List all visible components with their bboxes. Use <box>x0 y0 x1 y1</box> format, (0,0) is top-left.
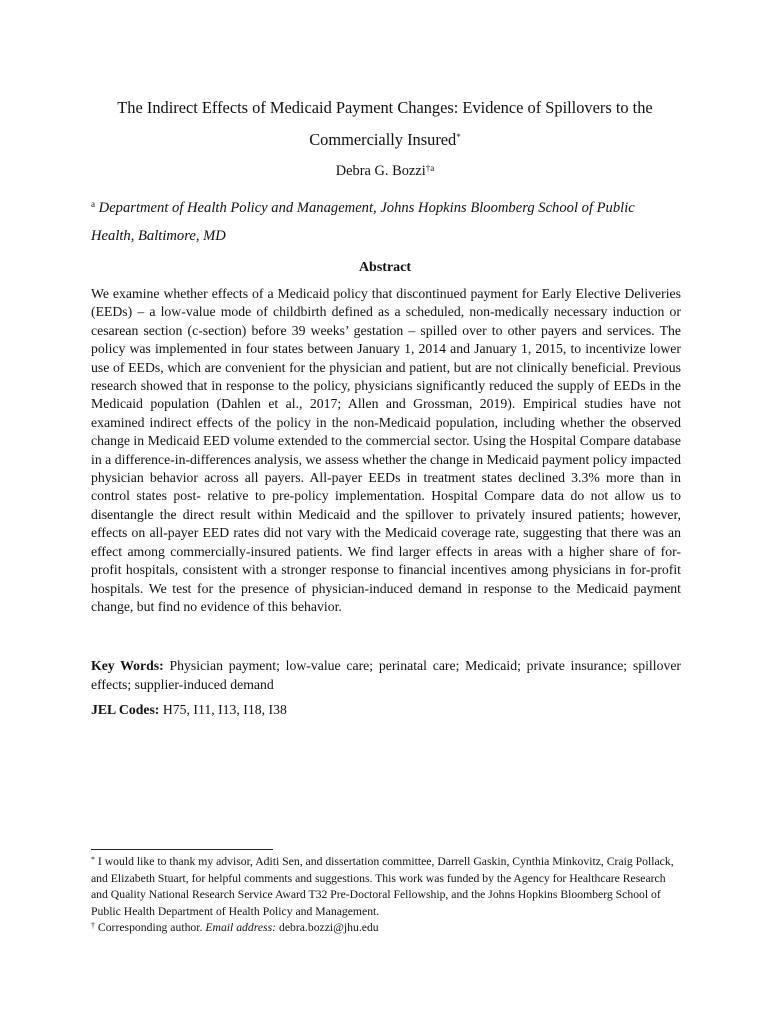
keywords-text: Physician payment; low-value care; perinatal care; Medicaid; private insurance; spillover effects; supplier-induced demand <box>91 658 681 692</box>
keywords <box>91 656 681 694</box>
footnote-acknowledgements <box>91 854 683 920</box>
author-email: debra.bozzi@jhu.edu <box>278 920 379 934</box>
title-line-2: Commercially Insured <box>309 130 457 149</box>
footnotes <box>91 854 683 937</box>
footnote-1-text: I would like to thank my advisor, Aditi Sen, and dissertation committee, Darrell Gaskin, Cynthia Minkovitz, Craig Pollack, and Elizabeth Stuart, for helpful comments and suggestions. This work was funded by the Agency for Healthcare Research and Quality National Research Service Award T32 Pre-Doctoral Fellowship, and the Johns Hopkins Bloomberg School of Public Health Department of Health Policy and Management. <box>91 855 674 918</box>
affiliation <box>91 195 691 250</box>
email-label: Email address: <box>205 920 277 934</box>
jel-label: JEL Codes: <box>91 702 160 717</box>
jel-codes <box>91 702 681 718</box>
affiliation-mark: a <box>91 199 95 209</box>
title-footnote-mark: * <box>456 132 461 142</box>
footnote-divider <box>91 849 273 850</box>
author-marks: †a <box>425 163 435 173</box>
keywords-label: Key Words: <box>91 658 164 673</box>
author-name: Debra G. Bozzi <box>335 163 426 179</box>
jel-text: H75, I11, I13, I18, I38 <box>162 702 287 717</box>
title-line-1: The Indirect Effects of Medicaid Payment Changes: Evidence of Spillovers to the <box>117 98 653 117</box>
affiliation-line-1: Department of Health Policy and Management, Johns Hopkins Bloomberg School of Public <box>98 200 635 216</box>
footnote-2-text: Corresponding author. <box>97 920 203 934</box>
affiliation-line-2: Health, Baltimore, MD <box>91 228 226 244</box>
footnote-1-mark: * <box>91 855 95 864</box>
footnote-corresponding-author <box>91 920 683 937</box>
footnote-2-mark: † <box>91 920 95 930</box>
paper-title <box>60 92 710 158</box>
abstract-heading: Abstract <box>358 260 412 275</box>
abstract-text: We examine whether effects of a Medicaid policy that discontinued payment for Early Elective Deliveries (EEDs) – a low-value mode of childbirth defined as a scheduled, non-medically necessary induction or cesarean section (c-section) before 39 weeks’ gestation – spilled over to other payers and services. The policy was implemented in four states between January 1, 2014 and January 1, 2015, to incentivize lower use of EEDs, which are convenient for the physician and patient, but are not clinically beneficial. Previous research showed that in response to the policy, physicians significantly reduced the supply of EEDs in the Medicaid population (Dahlen et al., 2017; Allen and Grossman, 2019). Empirical studies have not examined indirect effects of the policy in the non-Medicaid population, including whether the observed change in Medicaid EED volume extended to the commercial sector. Using the Hospital Compare database in a difference-in-differences analysis, we assess whether the change in Medicaid payment policy impacted physician behavior across all payers. All-payer EEDs in treatment states declined 3.3% more than in control states post- relative to pre-policy implementation. Hospital Compare data do not allow us to disentangle the direct result within Medicaid and the spillover to privately insured patients; however, effects on all-payer EED rates did not vary with the Medicaid coverage rate, suggesting that there was an effect among commercially-insured patients. We find larger effects in areas with a higher share of for-profit hospitals, consistent with a stronger response to financial incentives among physicians in for-profit hospitals. We test for the presence of physician-induced demand in response to the Medicaid payment change, but find no evidence of this behavior. <box>91 286 681 614</box>
author-line <box>0 163 770 180</box>
